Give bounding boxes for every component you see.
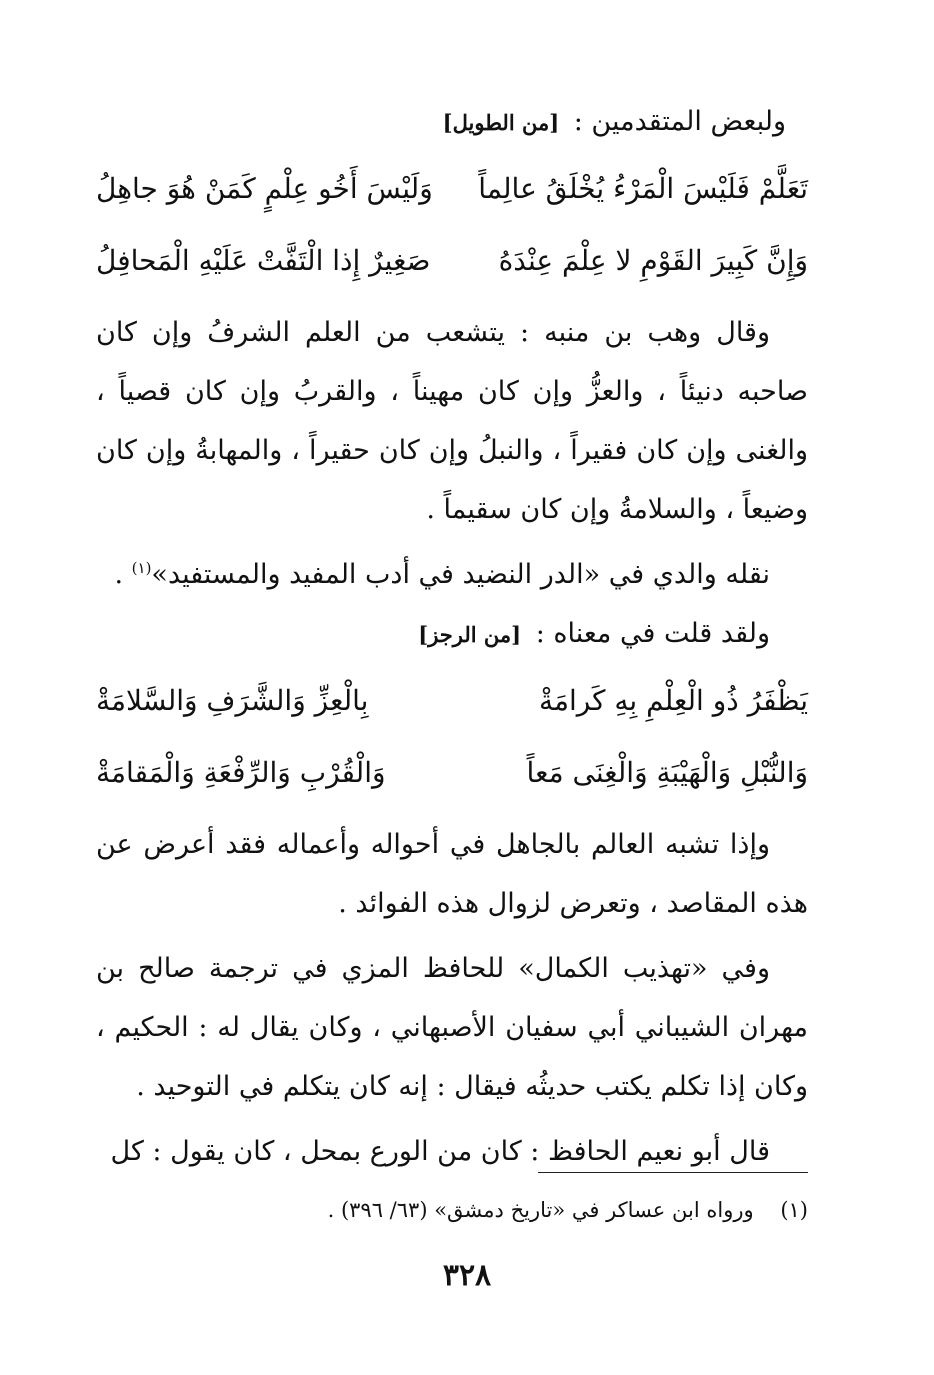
poem1-meter: [من الطويل]	[442, 110, 560, 135]
poem2-verse-1-first: يَظْفَرُ ذُو الْعِلْمِ بِهِ كَرامَةْ	[538, 684, 808, 717]
poem2-verse-2	[96, 737, 808, 809]
paragraph-abu-nuaym: قال أبو نعيم الحافظ : كان من الورع بمحل ، كان يقول : كل	[110, 1136, 770, 1167]
poem1-verse-2	[96, 225, 808, 297]
poem2-verse-1-second: بِالْعِزِّ وَالشَّرَفِ وَالسَّلامَةْ	[96, 684, 369, 717]
poem1-verse-1-first: تَعَلَّمْ فَلَيْسَ الْمَرْءُ يُخْلَقُ عالِماً	[478, 172, 808, 205]
paragraph-naqalahu	[96, 545, 808, 604]
footnote-ref[interactable]: (١)	[131, 559, 152, 577]
footnote-number: (١)	[780, 1198, 808, 1222]
paragraph-wahb: وقال وهب بن منبه : يتشعب من العلم الشرفُ وإن كان صاحبه دنيئاً ، والعزُّ وإن كان مهيناً ، والقربُ وإن كان قصياً ، والغنى وإن كان فقيراً ، والنبلُ وإن كان حقيراً ، والمهابةُ وإن كان وضيعاً ، والسلامةُ وإن كان سقيماً .	[96, 317, 808, 525]
poem2-intro-text: ولقد قلت في معناه :	[535, 618, 770, 649]
poem1-verse-1-second: وَلَيْسَ أَخُو عِلْمٍ كَمَنْ هُوَ جاهِلُ	[96, 172, 433, 205]
poem2-meter: [من الرجز]	[418, 622, 522, 647]
poem1-verse-2-first: وَإِنَّ كَبِيرَ القَوْمِ لا عِلْمَ عِنْدَهُ	[498, 244, 808, 277]
paragraph-tahdhib: وفي «تهذيب الكمال» للحافظ المزي في ترجمة صالح بن مهران الشيباني أبي سفيان الأصبهاني ، وكان يقال له : الحكيم ، وكان إذا تكلم يكتب حديثُه فيقال : إنه كان يتكلم في التوحيد .	[96, 953, 808, 1102]
page-number: ٣٢٨	[442, 1258, 492, 1293]
footnote-text: ورواه ابن عساكر في «تاريخ دمشق» (٦٣/ ٣٩٦) .	[327, 1198, 754, 1222]
footnote	[128, 1190, 808, 1230]
paragraph-tashabbuh: وإذا تشبه العالم بالجاهل في أحواله وأعماله فقد أعرض عن هذه المقاصد ، وتعرض لزوال هذه الفوائد .	[96, 829, 808, 919]
poem2-verse-2-first: وَالنُّبْلِ وَالْهَيْبَةِ وَالْغِنَى مَعاً	[526, 756, 808, 789]
poem1-verse-1	[96, 153, 808, 225]
poem1-verse-2-second: صَغِيرٌ إِذا الْتَفَّتْ عَلَيْهِ الْمَحافِلُ	[96, 244, 431, 277]
poem2-intro	[96, 604, 808, 665]
poem2-verse-2-second: وَالْقُرْبِ وَالرِّفْعَةِ وَالْمَقامَةْ	[96, 756, 386, 789]
poem1-intro	[96, 92, 808, 153]
footnote-separator	[538, 1172, 808, 1173]
naqalahu-end: .	[114, 559, 124, 590]
naqalahu-text: نقله والدي في «الدر النضيد في أدب المفيد والمستفيد»	[151, 559, 770, 590]
poem1-intro-text: ولبعض المتقدمين :	[573, 106, 786, 137]
poem2-verse-1	[96, 665, 808, 737]
page-body	[96, 92, 808, 1181]
